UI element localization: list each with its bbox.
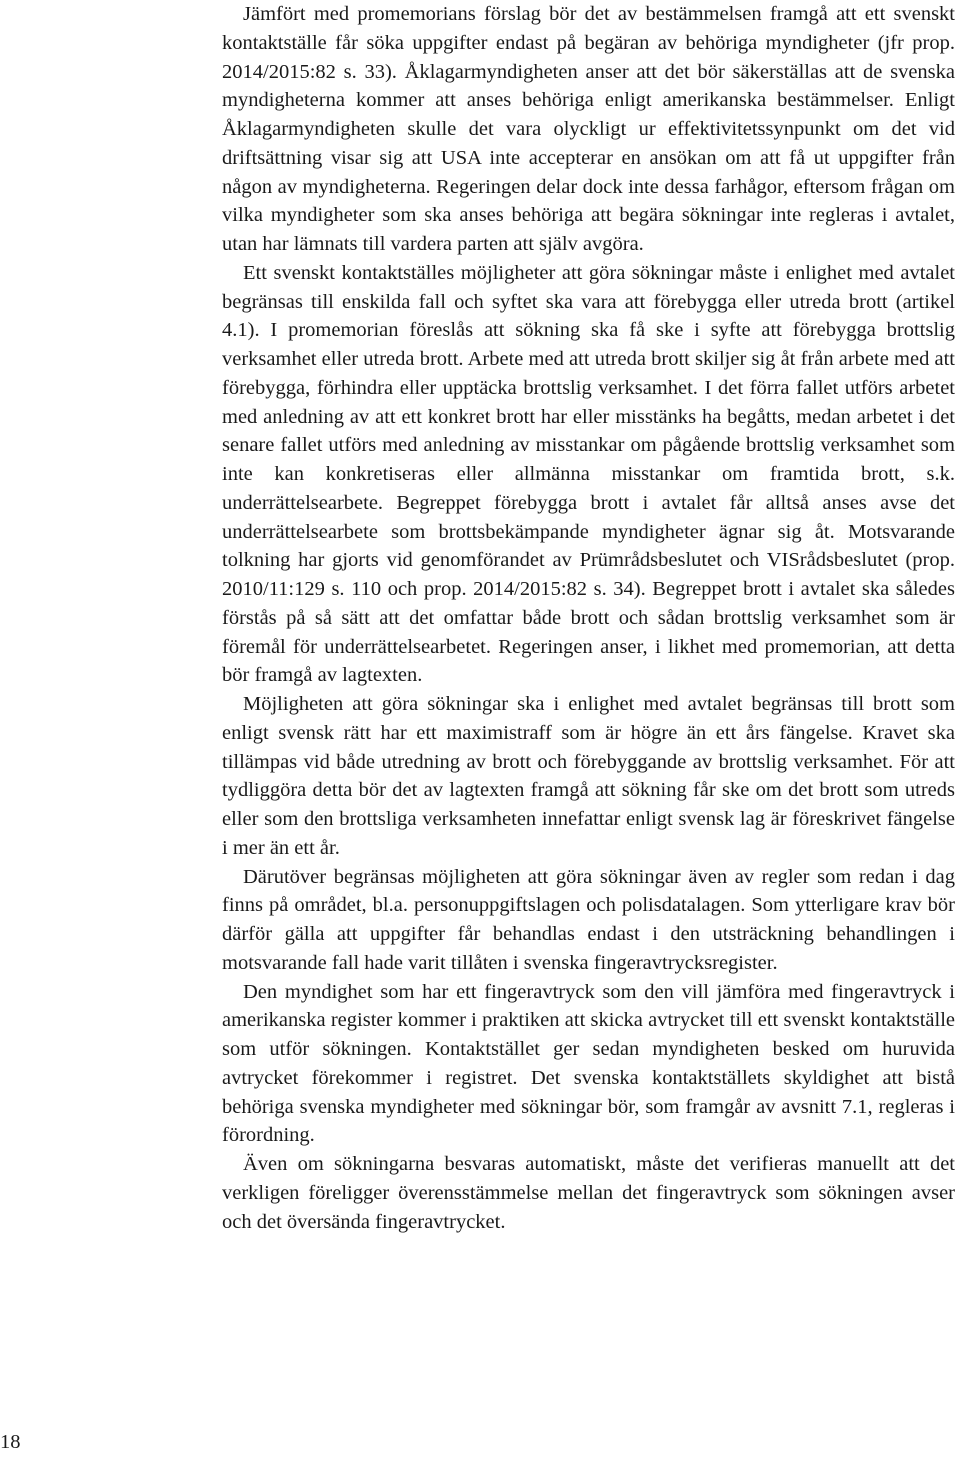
paragraph-6: Även om sökningarna besvaras automatiskt, måste det verifieras manuellt att det verkligen föreligger överensstämmelse mellan det fingeravtryck som sökningen avser och det översända fingeravtrycket.	[222, 1153, 955, 1233]
paragraph-5: Den myndighet som har ett fingeravtryck som den vill jämföra med fingeravtryck i amerikanska register kommer i praktiken att skicka avtrycket till ett svenskt kontaktställe som utför sökningen. Kontaktstället ger sedan myndigheten besked om huruvida avtrycket förekommer i registret. Det svenska kontaktställets skyldighet att bistå behöriga svenska myndigheter med sökningar bör, som framgår av avsnitt 7.1, regleras i förordning.	[222, 980, 955, 1147]
page-number: 18	[0, 1431, 21, 1453]
paragraph-3: Möjligheten att göra sökningar ska i enlighet med avtalet begränsas till brott som enligt svensk rätt har ett maximistraff som är högre än ett års fängelse. Kravet ska tillämpas vid både utredning av brott och förebyggande av brottslig verksamhet. För att tydliggöra detta bör det av lagtexten framgå att sökning får ske om det brott som utreds eller som den brottsliga verksamheten innefattar enligt svensk lag är föreskrivet fängelse i mer än ett år.	[222, 693, 955, 859]
paragraph-1: Jämfört med promemorians förslag bör det av bestämmelsen framgå att ett svenskt kontaktställe får söka uppgifter endast på begäran av behöriga myndigheter (jfr prop. 2014/2015:82 s. 33). Åklagarmyndigheten anser att det bör säkerställas att de svenska myndigheterna kommer att anses behöriga enligt amerikanska bestämmelser. Enligt Åklagarmyndigheten skulle det vara olyckligt ur effektivitetssynpunkt om det vid driftsättning visar sig att USA inte accepterar en ansökan om att få ut uppgifter från någon av myndigheterna. Regeringen delar dock inte dessa farhågor, eftersom frågan om vilka myndigheter som ska anses behöriga att begära sökningar inte regleras i avtalet, utan har lämnats till vardera parten att själv avgöra.	[222, 3, 955, 255]
body-text	[222, 0, 955, 1236]
paragraph-2: Ett svenskt kontaktställes möjligheter att göra sökningar måste i enlighet med avtalet begränsas till enskilda fall och syftet ska vara att förebygga eller utreda brott (artikel 4.1). I promemorian föreslås att sökning ska få ske i syfte att förebygga brottslig verksamhet eller utreda brott. Arbete med att utreda brott skiljer sig åt från arbete med att förebygga, förhindra eller upptäcka brottslig verksamhet. I det förra fallet utförs arbetet med anledning av att ett konkret brott har eller misstänks ha begåtts, medan arbetet i det senare fallet utförs med anledning av misstankar om pågående brottslig verksamhet som inte kan konkretiseras eller allmänna misstankar om framtida brott, s.k. underrättelsearbete. Begreppet förebygga brott i avtalet får alltså anses avse det underrättelsearbete som brottsbekämpande myndigheter ägnar sig åt. Motsvarande tolkning har gjorts vid genomförandet av Prümrådsbeslutet och VISrådsbeslutet (prop. 2010/11:129 s. 110 och prop. 2014/2015:82 s. 34). Begreppet brott i avtalet ska således förstås på så sätt att det omfattar både brott och sådan brottslig verksamhet som är föremål för underrättelsearbetet. Regeringen anser, i likhet med promemorian, att detta bör framgå av lagtexten.	[222, 261, 955, 687]
paragraph-4: Därutöver begränsas möjligheten att göra sökningar även av regler som redan i dag finns på området, bl.a. personuppgiftslagen och polisdatalagen. Som ytterligare krav bör därför gälla att uppgifter får behandlas endast i den utsträckning behandlingen i motsvarande fall hade varit tillåten i svenska fingeravtrycksregister.	[222, 865, 955, 974]
